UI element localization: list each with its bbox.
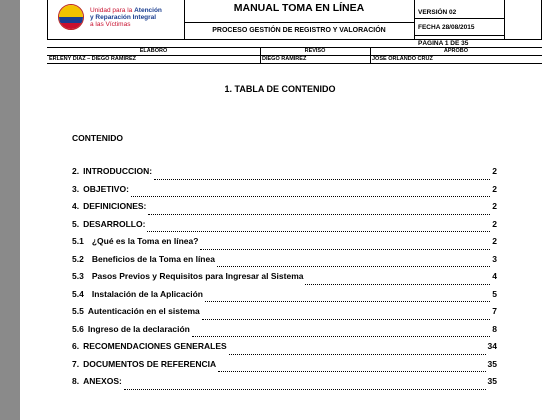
toc-entry[interactable] xyxy=(72,359,497,377)
process-name: PROCESO GESTIÓN DE REGISTRO Y VALORACIÓN xyxy=(212,27,386,34)
document-title: MANUAL TOMA EN LÍNEA xyxy=(184,0,414,23)
logo-line-1-bold: Atención xyxy=(134,7,162,14)
toc-leader-dots xyxy=(131,195,490,197)
toc-entry-label: Pasos Previos y Requisitos para Ingresar al Sistema xyxy=(91,271,304,281)
toc-entry-label: ¿Qué es la Toma en línea? xyxy=(91,236,199,246)
logo-cell xyxy=(48,0,185,39)
date-label: FECHA 28/08/2015 xyxy=(418,24,475,31)
toc-entry-number: 6. xyxy=(72,341,80,351)
toc-entry[interactable] xyxy=(72,254,497,272)
toc-leader-dots xyxy=(217,265,490,267)
aprobo-value: JOSE ORLANDO CRUZ xyxy=(370,55,542,64)
toc-entry[interactable] xyxy=(72,184,497,202)
toc-entry-label: INTRODUCCION: xyxy=(83,166,153,176)
toc-leader-dots xyxy=(205,300,490,302)
toc-entry-number: 7. xyxy=(72,358,80,369)
toc-leader-dots xyxy=(192,335,490,337)
toc-entry-page: 2 xyxy=(492,218,497,229)
toc-entry-label: DESARROLLO: xyxy=(83,218,146,229)
toc-entry-page: 35 xyxy=(487,358,497,369)
version-cell xyxy=(414,0,505,47)
toc-entry[interactable] xyxy=(72,236,497,254)
toc-leader-dots xyxy=(154,178,490,180)
toc-entry[interactable] xyxy=(72,324,497,342)
document-header xyxy=(47,0,542,47)
toc-entry-page: 35 xyxy=(487,376,497,386)
toc-entry-label: Beneficios de la Toma en línea xyxy=(91,253,215,264)
toc-entry-page: 4 xyxy=(492,271,497,281)
approval-table xyxy=(47,47,542,65)
toc-entry-label: OBJETIVO: xyxy=(83,183,129,194)
toc-leader-dots xyxy=(124,388,486,390)
toc-entry-page: 3 xyxy=(492,253,497,264)
toc-entry-page: 2 xyxy=(492,166,497,176)
toc-entry-label: Autenticación en el sistema xyxy=(87,306,200,316)
toc-leader-dots xyxy=(229,353,486,355)
toc-entry-number: 5.5 xyxy=(72,306,84,316)
page-label: PÁGINA 1 DE 35 xyxy=(418,40,469,47)
toc-entry[interactable] xyxy=(72,201,497,219)
toc-entry[interactable] xyxy=(72,306,497,324)
toc-entry[interactable] xyxy=(72,376,497,394)
toc-entry[interactable] xyxy=(72,166,497,184)
toc-entry-number: 2. xyxy=(72,166,80,176)
toc-leader-dots xyxy=(202,318,490,320)
toc-entry-label: Ingreso de la declaración xyxy=(87,323,190,334)
toc-leader-dots xyxy=(218,370,485,372)
contenido-heading: CONTENIDO xyxy=(72,133,123,143)
elaboro-value: ERLENY DIAZ – DIEGO RAMIREZ xyxy=(47,55,260,64)
toc-entry-label: Instalación de la Aplicación xyxy=(91,288,203,299)
title-cell xyxy=(184,0,415,39)
toc-entry-label: ANEXOS: xyxy=(83,376,122,386)
table-of-contents xyxy=(72,166,497,394)
toc-entry-page: 2 xyxy=(492,183,497,194)
toc-entry-label: DEFINICIONES: xyxy=(83,201,147,211)
toc-entry-page: 8 xyxy=(492,323,497,334)
toc-entry[interactable] xyxy=(72,289,497,307)
toc-leader-dots xyxy=(200,248,490,250)
reviso-value: DIEGO RAMIREZ xyxy=(260,55,370,64)
logo-text xyxy=(90,7,162,28)
toc-entry-number: 3. xyxy=(72,183,80,194)
window-gutter xyxy=(0,0,20,420)
toc-entry-number: 5.6 xyxy=(72,323,84,334)
toc-entry-page: 5 xyxy=(492,288,497,299)
toc-entry-page: 2 xyxy=(492,201,497,211)
toc-entry-label: RECOMENDACIONES GENERALES xyxy=(83,341,227,351)
logo-line-1: Unidad para la xyxy=(90,7,133,14)
toc-entry-page: 7 xyxy=(492,306,497,316)
toc-entry-number: 8. xyxy=(72,376,80,386)
toc-entry-number: 5.3 xyxy=(72,271,84,281)
toc-entry-number: 5.2 xyxy=(72,253,84,264)
toc-entry-page: 2 xyxy=(492,236,497,246)
elaboro-header: ELABORÓ xyxy=(47,47,260,56)
aprobo-header: APROBÓ xyxy=(370,47,542,56)
toc-title: 1. TABLA DE CONTENIDO xyxy=(224,84,336,94)
version-label: VERSIÓN 02 xyxy=(418,9,457,16)
toc-entry-label: DOCUMENTOS DE REFERENCIA xyxy=(83,358,217,369)
toc-entry[interactable] xyxy=(72,341,497,359)
reviso-header: REVISÓ xyxy=(260,47,370,56)
toc-entry-number: 4. xyxy=(72,201,80,211)
toc-leader-dots xyxy=(147,230,490,232)
toc-entry-number: 5.4 xyxy=(72,288,84,299)
logo-line-2: y Reparación Integral xyxy=(90,14,157,21)
toc-entry-page: 34 xyxy=(487,341,497,351)
toc-entry-number: 5. xyxy=(72,218,80,229)
toc-entry[interactable] xyxy=(72,271,497,289)
toc-entry[interactable] xyxy=(72,219,497,237)
toc-entry-number: 5.1 xyxy=(72,236,84,246)
coat-of-arms-icon xyxy=(58,4,84,30)
toc-leader-dots xyxy=(148,213,490,215)
toc-leader-dots xyxy=(305,283,490,285)
logo-line-3: a las Víctimas xyxy=(90,21,131,28)
